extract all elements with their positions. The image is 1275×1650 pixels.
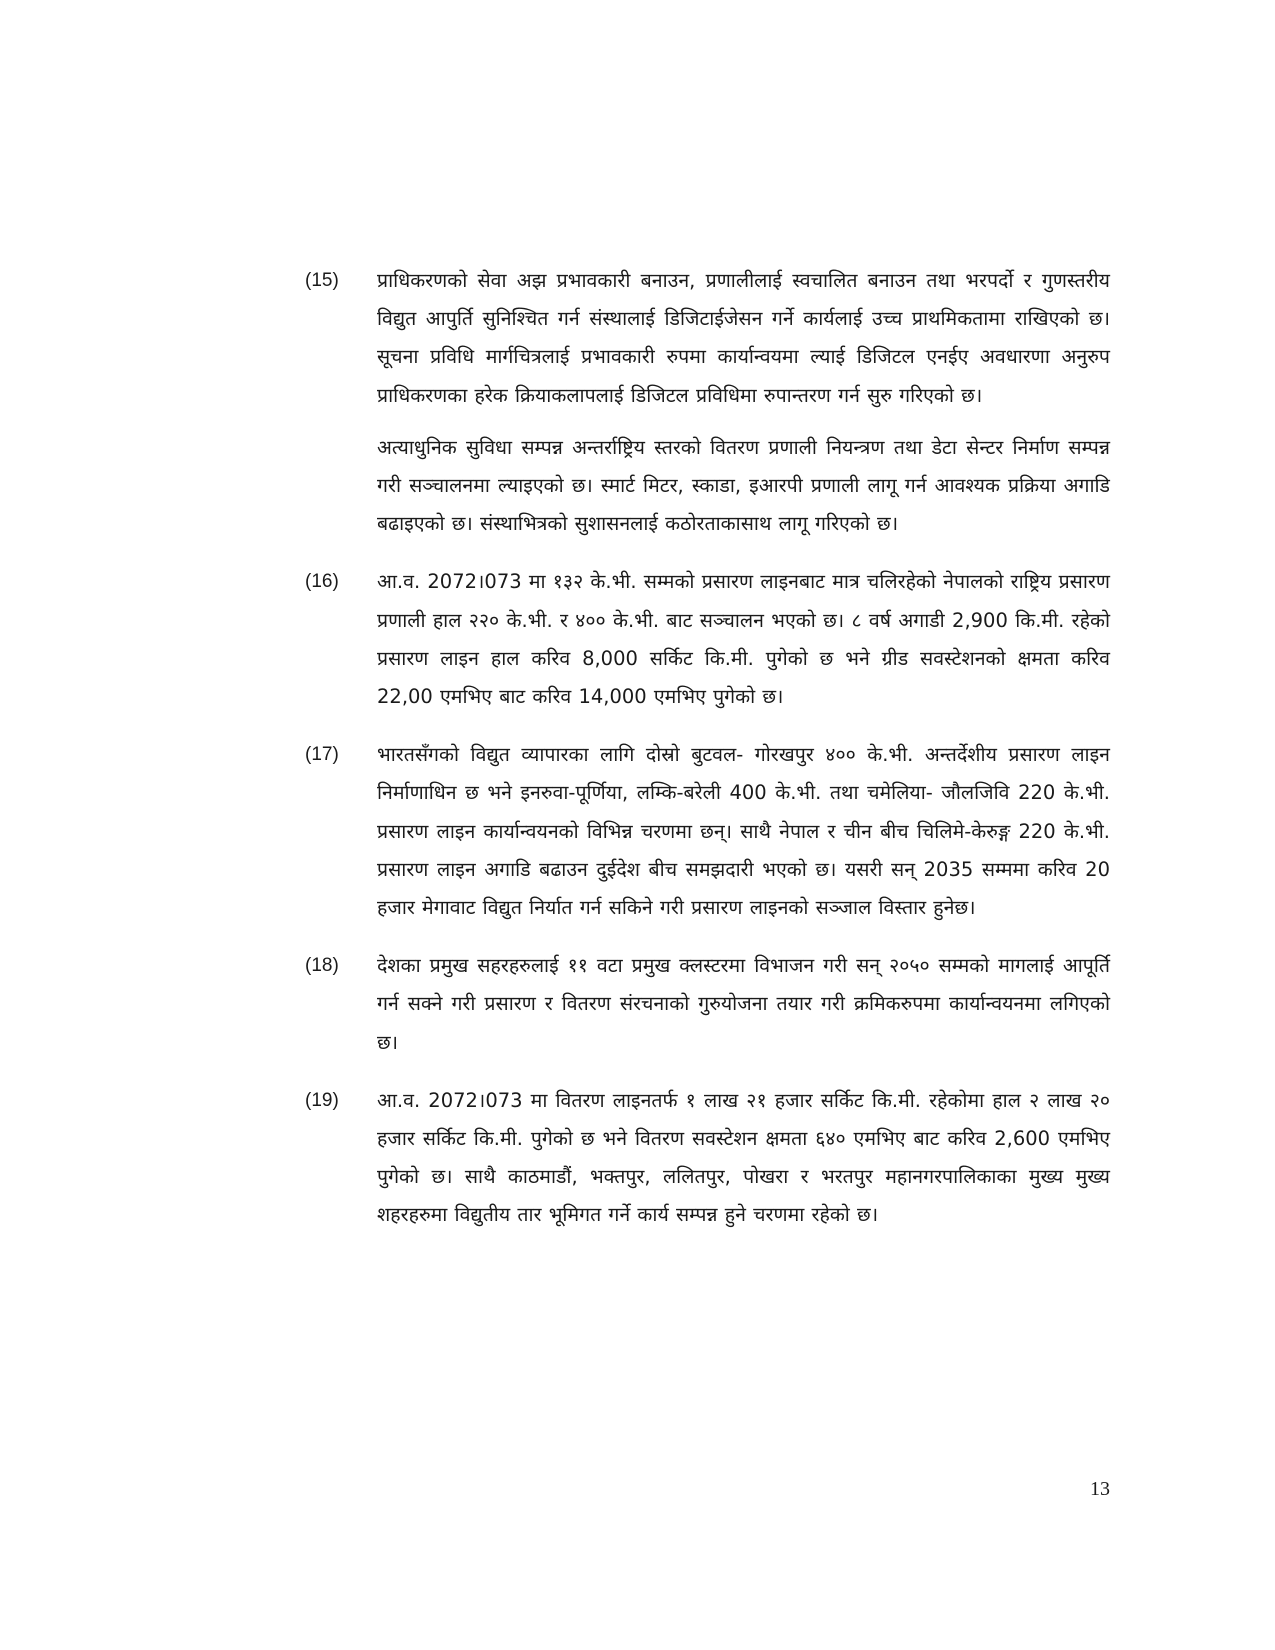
numbered-list (305, 262, 1110, 1255)
item-number: (19) (305, 1089, 339, 1111)
item-body (377, 1082, 1110, 1235)
list-item-17 (305, 736, 1110, 927)
paragraph: प्राधिकरणको सेवा अझ प्रभावकारी बनाउन, प्रणालीलाई स्वचालित बनाउन तथा भरपर्दो र गुणस्तरीय विद्युत आपुर्ति सुनिश्चित गर्न संस्थालाई डिजिटाईजेसन गर्ने कार्यलाई उच्च प्राथमिकतामा राखिएको छ। सूचना प्रविधि मार्गचित्रलाई प्रभावकारी रुपमा कार्यान्वयमा ल्याई डिजिटल एनईए अवधारणा अनुरुप प्राधिकरणका हरेक क्रियाकलापलाई डिजिटल प्रविधिमा रुपान्तरण गर्न सुरु गरिएको छ। (377, 269, 1110, 407)
item-number: (17) (305, 744, 339, 766)
item-body (377, 736, 1110, 927)
paragraph: देशका प्रमुख सहरहरुलाई ११ वटा प्रमुख क्लस्टरमा विभाजन गरी सन् २०५० सम्मको मागलाई आपूर्ति गर्न सक्ने गरी प्रसारण र वितरण संरचनाको गुरुयोजना तयार गरी क्रमिकरुपमा कार्यान्वयनमा लगिएको छ। (377, 954, 1110, 1054)
item-body (377, 947, 1110, 1062)
item-body (377, 563, 1110, 716)
paragraph: आ.व. 2072।073 मा १३२ के.भी. सम्मको प्रसारण लाइनबाट मात्र चलिरहेको नेपालको राष्ट्रिय प्रसारण प्रणाली हाल २२० के.भी. र ४०० के.भी. बाट सञ्चालन भएको छ। ८ वर्ष अगाडी 2,900 कि.मी. रहेको प्रसारण लाइन हाल करिव 8,000 सर्किट कि.मी. पुगेको छ भने ग्रीड सवस्टेशनको क्षमता करिव 22,00 एमभिए बाट करिव 14,000 एमभिए पुगेको छ। (377, 570, 1110, 709)
list-item-15 (305, 262, 1110, 543)
item-number: (18) (305, 955, 339, 977)
paragraph: आ.व. 2072।073 मा वितरण लाइनतर्फ १ लाख २१ हजार सर्किट कि.मी. रहेकोमा हाल २ लाख २० हजार सर्किट कि.मी. पुगेको छ भने वितरण सवस्टेशन क्षमता ६४० एमभिए बाट करिव 2,600 एमभिए पुगेको छ। साथै काठमाडौं, भक्तपुर, ललितपुर, पोखरा र भरतपुर महानगरपालिकाका मुख्य मुख्य शहरहरुमा विद्युतीय तार भूमिगत गर्ने कार्य सम्पन्न हुने चरणमा रहेको छ। (377, 1088, 1110, 1227)
item-number: (16) (305, 571, 339, 593)
item-number: (15) (305, 270, 339, 291)
page-number: 13 (1090, 1478, 1110, 1500)
list-item-19 (305, 1082, 1110, 1235)
list-item-18 (305, 947, 1110, 1062)
paragraph: भारतसँगको विद्युत व्यापारका लागि दोस्रो बुटवल- गोरखपुर ४०० के.भी. अन्तर्देशीय प्रसारण लाइन निर्माणाधिन छ भने इनरुवा-पूर्णिया, लम्कि-बरेली 400 के.भी. तथा चमेलिया- जौलजिवि 220 के.भी. प्रसारण लाइन कार्यान्वयनको विभिन्न चरणमा छन्। साथै नेपाल र चीन बीच चिलिमे-केरुङ्ग 220 के.भी. प्रसारण लाइन अगाडि बढाउन दुईदेश बीच समझदारी भएको छ। यसरी सन् 2035 सम्ममा करिव 20 हजार मेगावाट विद्युत निर्यात गर्न सकिने गरी प्रसारण लाइनको सञ्जाल विस्तार हुनेछ। (377, 743, 1110, 920)
list-item-16 (305, 563, 1110, 716)
item-body (377, 262, 1110, 543)
paragraph: अत्याधुनिक सुविधा सम्पन्न अन्तर्राष्ट्रिय स्तरको वितरण प्रणाली नियन्त्रण तथा डेटा सेन्टर निर्माण सम्पन्न गरी सञ्चालनमा ल्याइएको छ। स्मार्ट मिटर, स्काडा, इआरपी प्रणाली लागू गर्न आवश्यक प्रक्रिया अगाडि बढाइएको छ। संस्थाभित्रको सुशासनलाई कठोरताकासाथ लागू गरिएको छ। (377, 435, 1110, 536)
